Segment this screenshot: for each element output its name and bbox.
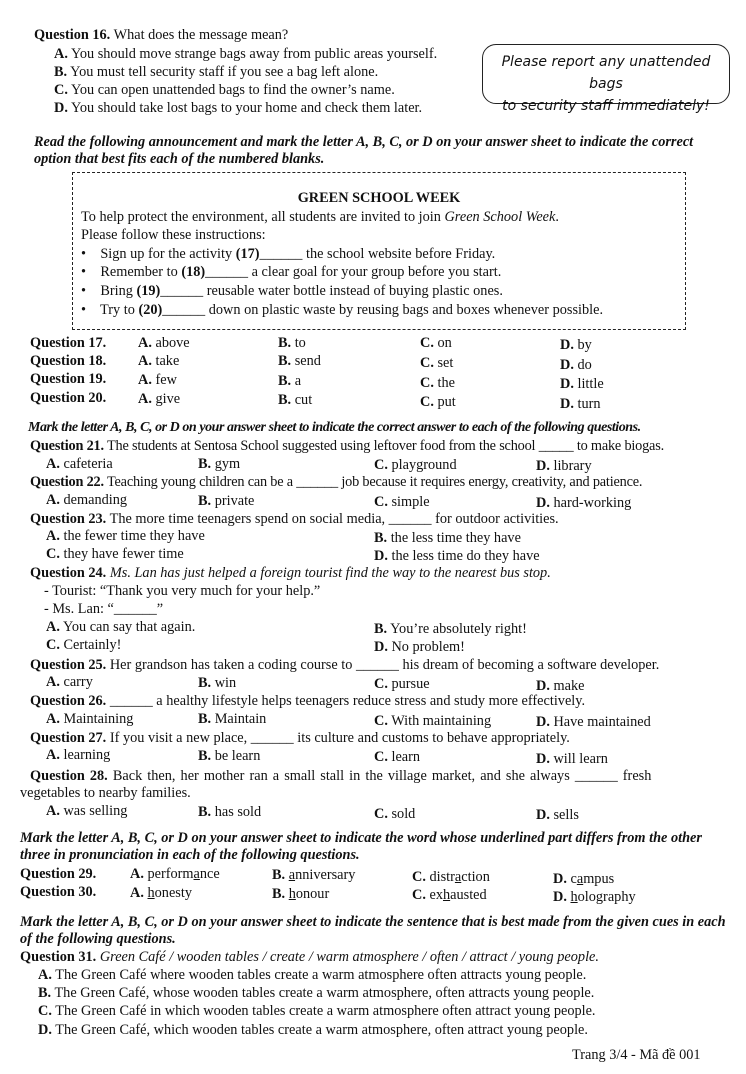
- q22-number: Question 22.: [30, 474, 104, 490]
- q30-number: Question 30.: [20, 884, 97, 900]
- option-text: was selling: [59, 803, 128, 819]
- q19-option-b[interactable]: [278, 372, 301, 390]
- q26-stem: ______ a healthy lifestyle helps teenagers reduce stress and study more effectively.: [109, 693, 586, 709]
- q31-number: Question 31.: [20, 949, 97, 965]
- page-footer: Trang 3/4 - Mã đề 001: [572, 1047, 701, 1063]
- q22-stem-line: [30, 473, 642, 491]
- q30-option-a[interactable]: [130, 884, 192, 902]
- q18-number: Question 18.: [30, 353, 107, 369]
- option-text: win: [211, 675, 237, 691]
- q28-option-d[interactable]: [536, 806, 579, 824]
- q28-option-b[interactable]: [198, 803, 261, 821]
- intro-end: .: [555, 209, 559, 225]
- q19-option-c[interactable]: [420, 374, 455, 392]
- option-letter: A.: [46, 456, 60, 472]
- option-letter: A.: [130, 866, 144, 882]
- q19-number: Question 19.: [30, 371, 107, 387]
- bullet-20: • Try to (20)______ down on plastic waste by reusing bags and boxes whenever possible.: [81, 302, 604, 318]
- q28-stem: Back then, her mother ran a small stall in the village market, and she always ______ fresh: [112, 768, 652, 784]
- q28-option-a[interactable]: [46, 802, 127, 820]
- option-text: do: [573, 357, 592, 373]
- q27-option-d[interactable]: [536, 750, 608, 768]
- option-letter: C.: [420, 394, 434, 410]
- announcement-intro: [81, 208, 559, 226]
- option-text: send: [291, 353, 321, 369]
- option-text: learning: [59, 747, 111, 763]
- option-text: You should take lost bags to your home and check them later.: [70, 100, 423, 116]
- option-text: Maintaining: [59, 711, 134, 727]
- q25-option-a[interactable]: [46, 673, 93, 691]
- option-letter: C.: [374, 749, 388, 765]
- option-letter: C.: [412, 869, 426, 885]
- option-text: they have fewer time: [59, 546, 184, 562]
- option-text: private: [211, 493, 255, 509]
- q30-option-b[interactable]: [272, 885, 329, 903]
- q18-option-c[interactable]: [420, 354, 453, 372]
- underlined-part: h: [147, 885, 155, 901]
- intro-text: To help protect the environment, all students are invited to join: [81, 209, 445, 225]
- option-letter: C.: [46, 546, 60, 562]
- option-text: the: [433, 375, 455, 391]
- option-letter: A.: [46, 492, 60, 508]
- announcement-box: [72, 172, 686, 330]
- notice-sign: [482, 44, 730, 114]
- q24-option-b[interactable]: [374, 620, 527, 638]
- q27-option-a[interactable]: [46, 746, 110, 764]
- q25-stem: Her grandson has taken a coding course to ______ his dream of becoming a software developer.: [109, 657, 660, 673]
- bullet-text: Try to: [100, 302, 139, 318]
- bullet-text: ______ down on plastic waste by reusing bags and boxes whenever possible.: [162, 302, 604, 318]
- q21-option-a[interactable]: [46, 455, 113, 473]
- sign-line-2: to security staff immediately!: [502, 98, 710, 114]
- option-text: the less time do they have: [387, 548, 540, 564]
- option-letter: B.: [278, 373, 292, 389]
- q29-option-d[interactable]: [553, 870, 614, 888]
- option-text: carry: [59, 674, 93, 690]
- option-text: perform: [143, 866, 194, 882]
- bullet-text: ______ a clear goal for your group before you start.: [205, 264, 502, 280]
- q21-option-c[interactable]: [374, 456, 457, 474]
- option-letter: B.: [278, 392, 292, 408]
- option-letter: C.: [374, 457, 388, 473]
- option-letter: B.: [374, 621, 388, 637]
- option-text: onour: [295, 886, 330, 902]
- q19-option-a[interactable]: [138, 371, 177, 389]
- q27-option-b[interactable]: [198, 747, 260, 765]
- q20-option-b[interactable]: [278, 391, 312, 409]
- q29-option-b[interactable]: [272, 866, 355, 884]
- q26-number: Question 26.: [30, 693, 107, 709]
- option-text: above: [151, 335, 190, 351]
- option-text: cafeteria: [59, 456, 113, 472]
- section-instruction-grammar: Mark the letter A, B, C, or D on your answer sheet to indicate the correct answer to each of the following questions.: [28, 420, 641, 435]
- option-letter: C.: [46, 637, 60, 653]
- q21-option-b[interactable]: [198, 455, 240, 473]
- option-text: the less time they have: [387, 530, 521, 546]
- bullet-text: Sign up for the activity: [100, 246, 236, 262]
- q16-stem-line: [34, 26, 288, 44]
- q22-option-a[interactable]: [46, 491, 127, 509]
- option-text: playground: [387, 457, 457, 473]
- q16-option-c[interactable]: [54, 81, 395, 99]
- q31-option-a[interactable]: [38, 966, 586, 984]
- q26-option-b[interactable]: [198, 710, 266, 728]
- q20-option-a[interactable]: [138, 390, 180, 408]
- q16-option-d[interactable]: [54, 99, 422, 117]
- option-text: c: [566, 871, 577, 887]
- q26-stem-line: [30, 692, 585, 710]
- announcement-follow: Please follow these instructions:: [81, 227, 266, 243]
- option-text: take: [151, 353, 180, 369]
- q27-stem-line: [30, 729, 570, 747]
- section-instruction-sentence-building: Mark the letter A, B, C, or D on your answer sheet to indicate the sentence that is best made from the given cues in each of the following questions.: [20, 914, 726, 947]
- q29-option-c[interactable]: [412, 868, 490, 886]
- option-text: cut: [291, 392, 313, 408]
- option-letter: D.: [536, 714, 550, 730]
- q30-option-c[interactable]: [412, 886, 487, 904]
- section-instruction-pronunciation: Mark the letter A, B, C, or D on your answer sheet to indicate the word whose underlined part differs from the other three in pronunciation in each of the following questions.: [20, 830, 702, 863]
- option-text: has sold: [211, 804, 262, 820]
- option-letter: C.: [374, 713, 388, 729]
- bullet-19: • Bring (19)______ reusable water bottle instead of buying plastic ones.: [81, 283, 503, 299]
- option-letter: D.: [536, 495, 550, 511]
- option-text: simple: [387, 494, 430, 510]
- option-letter: D.: [553, 889, 567, 905]
- option-letter: C.: [374, 494, 388, 510]
- option-letter: B.: [278, 335, 292, 351]
- blank-number: (17): [235, 246, 260, 262]
- q20-option-d[interactable]: [560, 395, 601, 413]
- option-letter: B.: [198, 456, 212, 472]
- q31-option-d[interactable]: [38, 1021, 588, 1039]
- option-letter: D.: [54, 100, 68, 116]
- option-letter: D.: [536, 678, 550, 694]
- option-letter: C.: [38, 1003, 52, 1019]
- option-text: put: [433, 394, 456, 410]
- option-letter: C.: [54, 82, 68, 98]
- option-text: to: [291, 335, 306, 351]
- option-letter: A.: [138, 353, 152, 369]
- option-text: on: [433, 335, 452, 351]
- q25-option-b[interactable]: [198, 674, 236, 692]
- option-text: Maintain: [211, 711, 267, 727]
- q22-option-c[interactable]: [374, 493, 430, 511]
- q17-option-b[interactable]: [278, 334, 306, 352]
- underlined-part: h: [288, 886, 296, 902]
- bullet-text: ______ the school website before Friday.: [259, 246, 496, 262]
- q18-option-b[interactable]: [278, 352, 321, 370]
- option-letter: D.: [553, 871, 567, 887]
- option-text: You’re absolutely right!: [387, 621, 527, 637]
- option-text: be learn: [211, 748, 261, 764]
- option-letter: D.: [560, 357, 574, 373]
- q24-option-d[interactable]: [374, 638, 465, 656]
- q22-option-b[interactable]: [198, 492, 254, 510]
- q23-stem: The more time teenagers spend on social media, ______ for outdoor activities.: [109, 511, 559, 527]
- option-letter: D.: [38, 1022, 52, 1038]
- q24-dialogue-lan: - Ms. Lan: “______”: [44, 601, 164, 617]
- blank-number: (18): [181, 264, 206, 280]
- option-letter: B.: [272, 867, 286, 883]
- q26-option-a[interactable]: [46, 710, 133, 728]
- option-letter: B.: [374, 530, 388, 546]
- option-letter: B.: [198, 493, 212, 509]
- q26-option-c[interactable]: [374, 712, 491, 730]
- option-text: turn: [573, 396, 601, 412]
- q17-option-c[interactable]: [420, 334, 452, 352]
- option-letter: C.: [420, 375, 434, 391]
- option-text: nniversary: [295, 867, 356, 883]
- q23-number: Question 23.: [30, 511, 107, 527]
- q29-option-a[interactable]: [130, 865, 220, 883]
- option-text: The Green Café, which wooden tables create a warm atmosphere, often attract young people.: [51, 1022, 588, 1038]
- option-letter: B.: [272, 886, 286, 902]
- q28-stem-line: [30, 767, 651, 785]
- q21-stem-line: [30, 437, 664, 455]
- option-text: The Green Café in which wooden tables create a warm atmosphere often attract young people.: [51, 1003, 596, 1019]
- q25-stem-line: [30, 656, 659, 674]
- option-letter: C.: [420, 335, 434, 351]
- q17-option-a[interactable]: [138, 334, 190, 352]
- option-letter: C.: [374, 676, 388, 692]
- underlined-part: a: [193, 866, 200, 882]
- q31-stem-line: [20, 948, 599, 966]
- q17-number: Question 17.: [30, 335, 107, 351]
- q21-number: Question 21.: [30, 438, 104, 454]
- option-letter: B.: [198, 711, 212, 727]
- bullet-text: Bring: [100, 283, 137, 299]
- option-text: Certainly!: [59, 637, 122, 653]
- q23-option-b[interactable]: [374, 529, 521, 547]
- option-letter: A.: [46, 619, 60, 635]
- q22-stem: Teaching young children can be a ______ job because it requires energy, creativity, and patience.: [107, 474, 643, 490]
- option-text: will learn: [549, 751, 608, 767]
- option-text: You can say that again.: [59, 619, 196, 635]
- option-text: the fewer time they have: [59, 528, 205, 544]
- option-text: gym: [211, 456, 241, 472]
- section-instruction-reading: Read the following announcement and mark the letter A, B, C, or D on your answer sheet to indicate the correct option that best fits each of the numbered blanks.: [34, 134, 694, 167]
- bullet-17: • Sign up for the activity (17)______ the school website before Friday.: [81, 246, 496, 262]
- option-text: You must tell security staff if you see a bag left alone.: [70, 64, 379, 80]
- underlined-part: a: [288, 867, 296, 883]
- q20-option-c[interactable]: [420, 393, 456, 411]
- q16-stem: What does the message mean?: [113, 27, 289, 43]
- option-text: pursue: [387, 676, 430, 692]
- option-letter: D.: [560, 337, 574, 353]
- option-text: You can open unattended bags to find the owner’s name.: [70, 82, 395, 98]
- option-text: set: [433, 355, 454, 371]
- option-text: demanding: [59, 492, 128, 508]
- option-text: The Green Café, whose wooden tables create a warm atmosphere, often attracts young people.: [51, 985, 595, 1001]
- q16-number: Question 16.: [34, 27, 111, 43]
- q30-option-d[interactable]: [553, 888, 636, 906]
- option-text: sells: [549, 807, 579, 823]
- bullet-text: ______ reusable water bottle instead of buying plastic ones.: [160, 283, 503, 299]
- option-text: The Green Café where wooden tables create a warm atmosphere often attracts young people.: [51, 967, 587, 983]
- option-letter: A.: [46, 747, 60, 763]
- q24-dialogue-tourist: - Tourist: “Thank you very much for your help.”: [44, 583, 321, 599]
- option-letter: B.: [198, 748, 212, 764]
- option-letter: D.: [536, 458, 550, 474]
- option-letter: A.: [46, 674, 60, 690]
- q20-number: Question 20.: [30, 390, 107, 406]
- option-text: few: [151, 372, 177, 388]
- q24-stem: Ms. Lan has just helped a foreign tourist find the way to the nearest bus stop.: [109, 565, 551, 581]
- q23-option-a[interactable]: [46, 527, 205, 545]
- option-letter: C.: [374, 806, 388, 822]
- option-letter: A.: [46, 803, 60, 819]
- blank-number: (20): [138, 302, 163, 318]
- q28-option-c[interactable]: [374, 805, 415, 823]
- announcement-title: GREEN SCHOOL WEEK: [297, 190, 461, 206]
- option-letter: B.: [198, 675, 212, 691]
- option-letter: B.: [54, 64, 68, 80]
- option-text: a: [291, 373, 302, 389]
- option-text: library: [549, 458, 592, 474]
- sign-line-1: Please report any unattended bags: [501, 54, 711, 92]
- option-letter: B.: [38, 985, 52, 1001]
- q18-option-d[interactable]: [560, 356, 592, 374]
- option-letter: A.: [130, 885, 144, 901]
- option-text: austed: [450, 887, 487, 903]
- option-text: Have maintained: [549, 714, 651, 730]
- option-letter: A.: [138, 372, 152, 388]
- q23-option-c[interactable]: [46, 545, 184, 563]
- option-letter: A.: [38, 967, 52, 983]
- q25-option-c[interactable]: [374, 675, 430, 693]
- q17-option-d[interactable]: [560, 336, 592, 354]
- q28-stem-continued: vegetables to nearby families.: [20, 785, 191, 801]
- q29-number: Question 29.: [20, 866, 97, 882]
- option-letter: A.: [138, 335, 152, 351]
- option-letter: C.: [420, 355, 434, 371]
- underlined-part: h: [570, 889, 578, 905]
- q16-option-a[interactable]: [54, 45, 437, 63]
- q31-option-c[interactable]: [38, 1002, 596, 1020]
- q24-stem-line: [30, 564, 551, 582]
- option-text: distr: [425, 869, 455, 885]
- option-letter: A.: [138, 391, 152, 407]
- bullet-18: • Remember to (18)______ a clear goal for your group before you start.: [81, 264, 502, 280]
- option-letter: D.: [374, 548, 388, 564]
- q19-option-d[interactable]: [560, 375, 604, 393]
- q27-option-c[interactable]: [374, 748, 420, 766]
- option-text: sold: [387, 806, 416, 822]
- q23-stem-line: [30, 510, 559, 528]
- q24-option-c[interactable]: [46, 636, 121, 654]
- blank-number: (19): [136, 283, 161, 299]
- underlined-part: a: [454, 869, 462, 885]
- q16-option-b[interactable]: [54, 63, 378, 81]
- option-letter: B.: [278, 353, 292, 369]
- option-text: mpus: [583, 871, 615, 887]
- intro-event-name: Green School Week: [444, 209, 556, 225]
- option-text: ex: [425, 887, 443, 903]
- option-text: by: [573, 337, 592, 353]
- option-letter: D.: [374, 639, 388, 655]
- q31-option-b[interactable]: [38, 984, 594, 1002]
- option-letter: A.: [54, 46, 68, 62]
- q24-number: Question 24.: [30, 565, 107, 581]
- option-text: With maintaining: [387, 713, 492, 729]
- option-text: ction: [461, 869, 490, 885]
- option-letter: D.: [560, 396, 574, 412]
- option-letter: A.: [46, 711, 60, 727]
- option-text: hard-working: [549, 495, 632, 511]
- option-text: little: [573, 376, 604, 392]
- option-letter: D.: [536, 807, 550, 823]
- q27-stem: If you visit a new place, ______ its culture and customs to behave appropriately.: [109, 730, 570, 746]
- q27-number: Question 27.: [30, 730, 107, 746]
- option-text: learn: [387, 749, 421, 765]
- q28-number: Question 28.: [30, 768, 108, 784]
- option-text: You should move strange bags away from public areas yourself.: [70, 46, 438, 62]
- option-text: onesty: [154, 885, 192, 901]
- option-text: make: [549, 678, 585, 694]
- option-letter: B.: [198, 804, 212, 820]
- q23-option-d[interactable]: [374, 547, 540, 565]
- underlined-part: h: [442, 887, 451, 903]
- option-letter: D.: [560, 376, 574, 392]
- q24-option-a[interactable]: [46, 618, 195, 636]
- underlined-part: a: [576, 871, 584, 887]
- q25-number: Question 25.: [30, 657, 107, 673]
- q21-stem: The students at Sentosa School suggested using leftover food from the school _____ to make biogas.: [107, 438, 664, 454]
- option-text: give: [151, 391, 181, 407]
- q18-option-a[interactable]: [138, 352, 179, 370]
- option-letter: A.: [46, 528, 60, 544]
- q31-stem: Green Café / wooden tables / create / warm atmosphere / often / attract / young people.: [99, 949, 599, 965]
- option-text: olography: [577, 889, 636, 905]
- option-text: nce: [199, 866, 220, 882]
- option-text: No problem!: [387, 639, 465, 655]
- option-letter: D.: [536, 751, 550, 767]
- bullet-text: Remember to: [100, 264, 182, 280]
- option-letter: C.: [412, 887, 426, 903]
